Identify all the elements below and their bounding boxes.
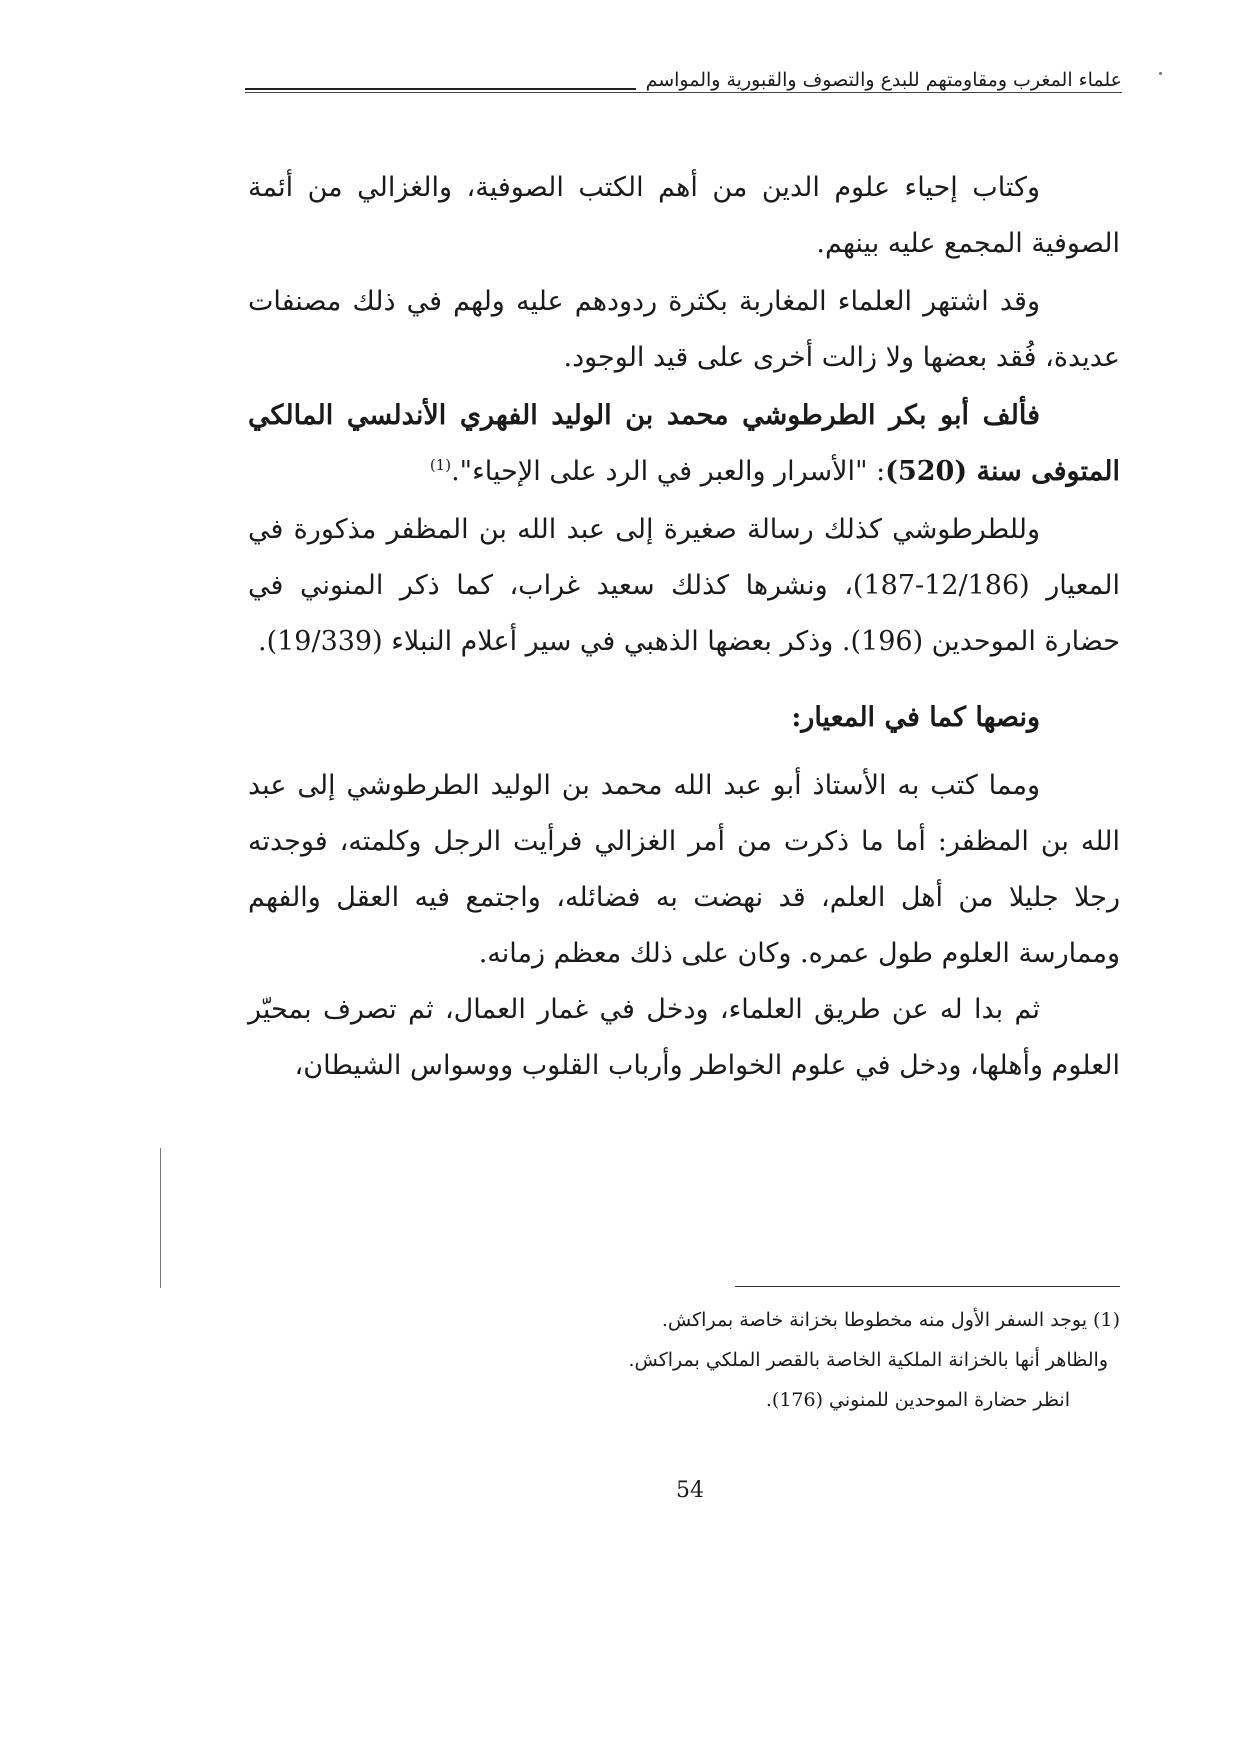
- spacer: [248, 746, 1120, 758]
- footnote-1-line-2: والظاهر أنها بالخزانة الملكية الخاصة بالقصر الملكي بمراكش.: [628, 1349, 1108, 1371]
- section-heading: ونصها كما في المعيار:: [791, 702, 1040, 733]
- paragraph-6: ثم بدا له عن طريق العلماء، ودخل في غمار العمال، ثم تصرف بمحيّر العلوم وأهلها، ودخل في علوم الخواطر وأرباب القلوب ووسواس الشيطان،: [248, 994, 1120, 1081]
- paragraph-1: وكتاب إحياء علوم الدين من أهم الكتب الصوفية، والغزالي من أئمة الصوفية المجمع عليه بينهم.: [248, 172, 1120, 259]
- paragraph-5: ومما كتب به الأستاذ أبو عبد الله محمد بن الوليد الطرطوشي إلى عبد الله بن المظفر: أما ما ذكرت من أمر الغزالي فرأيت الرجل وكلمته، فوجدته رجلا جليلا من أهل العلم، قد نهضت به فضائله، واجتمع فيه العقل والفهم وممارسة العلوم طول عمره. وكان على ذلك معظم زمانه.: [248, 770, 1120, 969]
- running-header-title: علماء المغرب ومقاومتهم للبدع والتصوف والقبورية والمواسم: [636, 68, 1122, 92]
- paragraph-3-rest: : "الأسرار والعبر في الرد على الإحياء".: [451, 456, 886, 487]
- running-header: [245, 68, 1122, 108]
- paragraph-3-bold: فألف أبو بكر الطرطوشي محمد بن الوليد الفهري الأندلسي المالكي المتوفى سنة (520): [248, 400, 1120, 487]
- footnotes: [400, 1300, 1120, 1420]
- scan-speck: [1159, 72, 1162, 75]
- margin-mark: [160, 1148, 161, 1288]
- header-rule-thin: [245, 92, 1122, 93]
- paragraph-3: [248, 388, 1120, 500]
- footnote-rule: [735, 1286, 1120, 1287]
- footnote-1-line-3: انظر حضارة الموحدين للمنوني (176).: [765, 1389, 1070, 1411]
- footnote-1: (1) يوجد السفر الأول منه مخطوطا بخزانة خاصة بمراكش.: [661, 1309, 1120, 1331]
- page-number: 54: [676, 1478, 704, 1503]
- paragraph-2: وقد اشتهر العلماء المغاربة بكثرة ردودهم عليه ولهم في ذلك مصنفات عديدة، فُقد بعضها ولا زالت أخرى على قيد الوجود.: [248, 286, 1120, 373]
- spacer: [248, 670, 1120, 682]
- paragraph-4: وللطرطوشي كذلك رسالة صغيرة إلى عبد الله بن المظفر مذكورة في المعيار (12/186-187)، ونشرها كذلك سعيد غراب، كما ذكر المنوني في حضارة الموحدين (196). وذكر بعضها الذهبي في سير أعلام النبلاء (19/339).: [248, 514, 1120, 657]
- footnote-ref-1: (1): [429, 456, 452, 474]
- body-text: [248, 160, 1120, 1094]
